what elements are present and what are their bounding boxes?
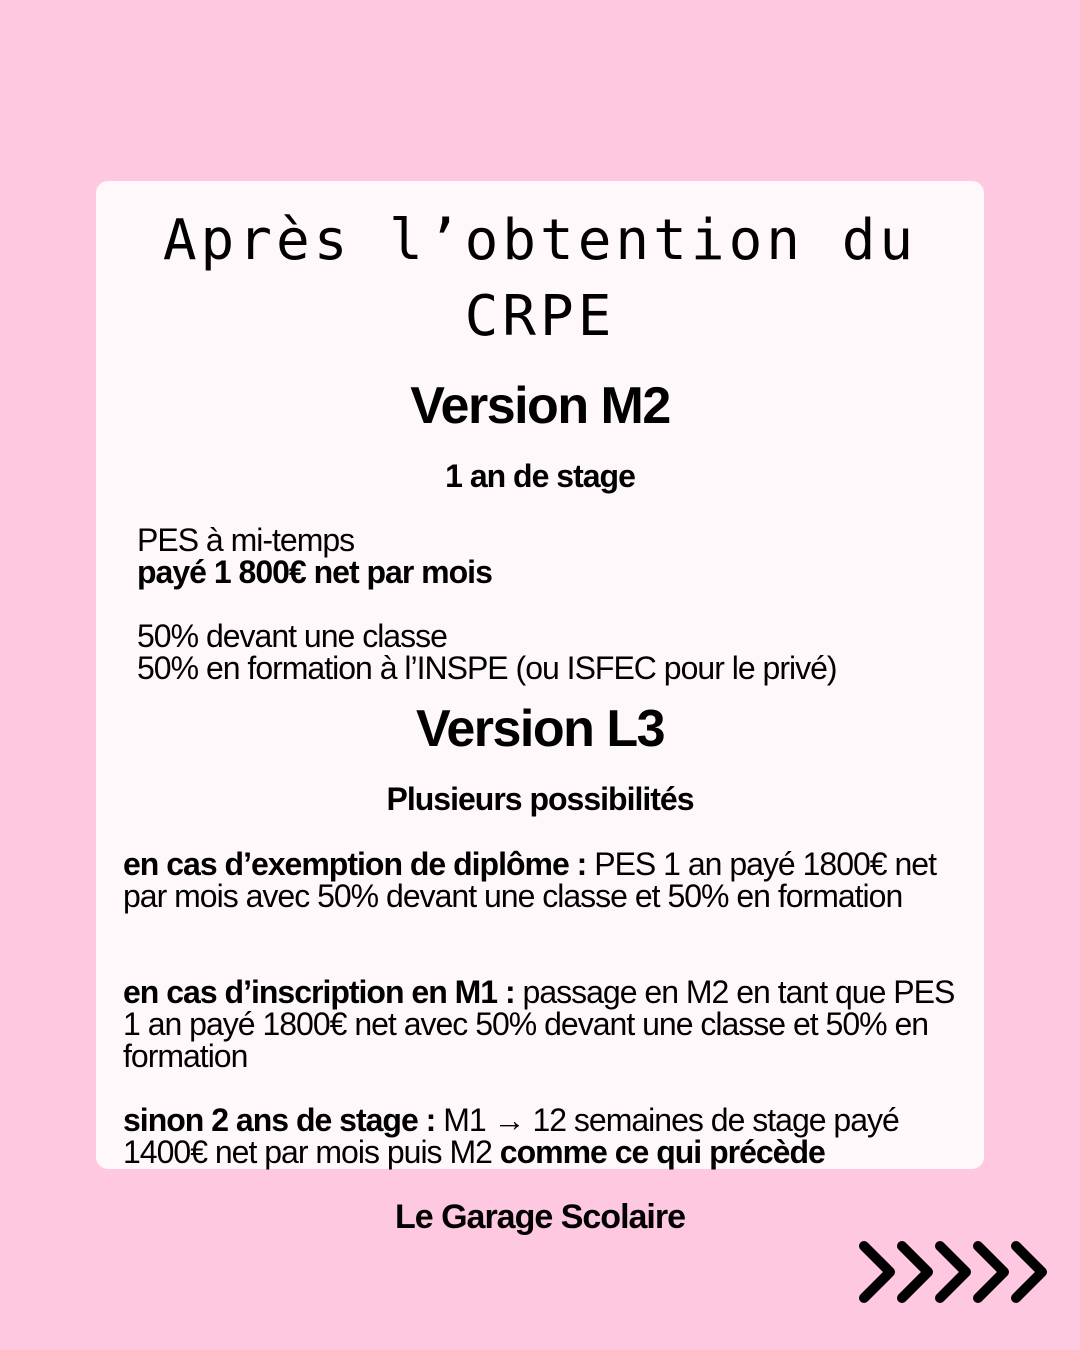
m2-pes-line: PES à mi-temps bbox=[137, 522, 355, 558]
l3-case-m1 bbox=[123, 976, 963, 1072]
m2-formation-line: 50% en formation à l’INSPE (ou ISFEC pour le privé) bbox=[137, 650, 837, 686]
content-card bbox=[96, 181, 984, 1169]
m2-split-block bbox=[137, 620, 837, 684]
l3-case-m1-label: en cas d’inscription en M1 : bbox=[123, 974, 515, 1010]
version-m2-heading: Version M2 bbox=[410, 377, 670, 435]
l3-case-exemption-text: PES 1 an payé 1800€ net par mois avec 50% devant une classe et 50% en formation bbox=[123, 846, 936, 914]
version-l3-heading: Version L3 bbox=[416, 700, 664, 758]
version-l3-subheading: Plusieurs possibilités bbox=[386, 781, 694, 817]
l3-case-exemption-label: en cas d’exemption de diplôme : bbox=[123, 846, 587, 882]
l3-case-otherwise-bold-end: comme ce qui précède bbox=[499, 1134, 825, 1170]
chevrons-right-icon[interactable] bbox=[858, 1240, 1048, 1309]
l3-case-otherwise-label: sinon 2 ans de stage : bbox=[123, 1102, 436, 1138]
brand-footer: Le Garage Scolaire bbox=[394, 1198, 686, 1236]
version-m2-subheading: 1 an de stage bbox=[445, 458, 635, 494]
l3-case-otherwise-text: M1 → 12 semaines de stage payé 1400€ net par mois puis M2 bbox=[123, 1102, 899, 1170]
page-title: Après l’obtention du CRPE bbox=[162, 208, 918, 349]
m2-salary-line: payé 1 800€ net par mois bbox=[137, 554, 492, 590]
l3-case-m1-text: passage en M2 en tant que PES 1 an payé 1800€ net avec 50% devant une classe et 50% en formation bbox=[123, 974, 955, 1074]
m2-class-line: 50% devant une classe bbox=[137, 618, 447, 654]
l3-case-exemption bbox=[123, 848, 963, 912]
l3-case-otherwise bbox=[123, 1104, 963, 1168]
m2-pes-block bbox=[137, 524, 492, 588]
